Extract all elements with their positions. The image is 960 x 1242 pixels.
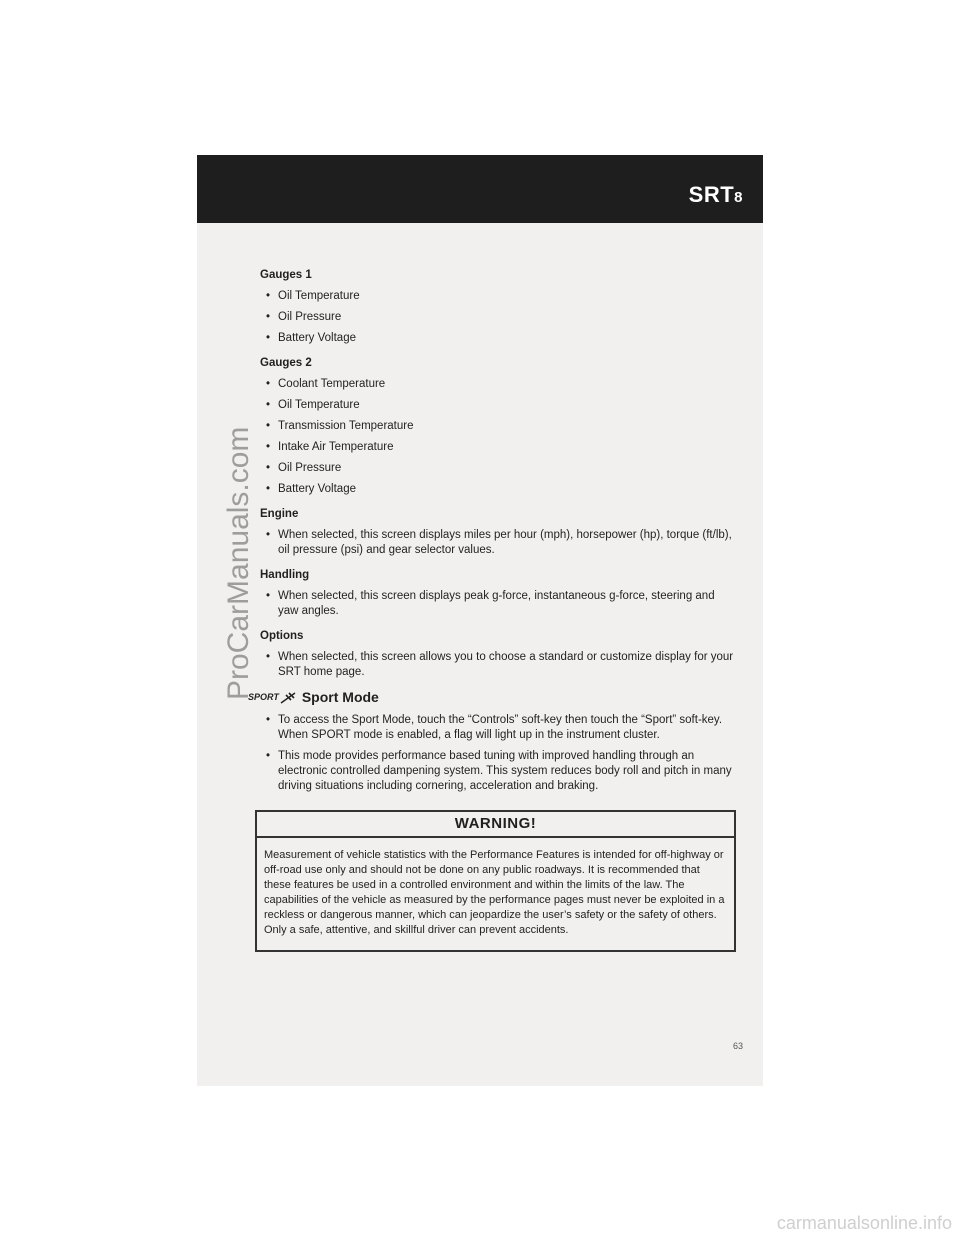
list-item: • Coolant Temperature [266,378,386,390]
outer-margin [0,0,197,1242]
list-item: • Intake Air Temperature [266,441,394,453]
gauges1-heading: Gauges 1 [260,269,312,281]
warning-box [255,810,736,952]
side-watermark: ProCarManuals.com [222,426,255,700]
header-bar [197,155,763,223]
bottom-watermark: carmanualsonline.info [776,1213,952,1233]
gauges2-section [260,356,735,497]
page-number: 63 [732,1041,743,1051]
gauges1-section [260,268,735,346]
list-item: • When selected, this screen displays miles per hour (mph), horsepower (hp), torque (ft/lb), oil pressure (psi) and gear selector values. [266,529,732,556]
list-item: • When selected, this screen allows you to choose a standard or customize display for your SRT home page. [266,651,734,678]
sport-mode-title: Sport Mode [301,689,379,705]
engine-heading: Engine [260,508,299,520]
list-item: • Transmission Temperature [266,420,414,432]
list-item: • Oil Temperature [266,290,360,302]
sport-flag-icon: SPORT [248,690,296,705]
list-item: • Oil Temperature [266,399,360,411]
content [248,268,735,800]
manual-page [197,155,763,1086]
list-item: • Oil Pressure [266,462,342,474]
section-title: SRT8 [688,182,743,207]
options-section [260,629,735,680]
list-item: • Battery Voltage [266,483,356,495]
warning-title: WARNING! [257,812,734,838]
gauges2-heading: Gauges 2 [260,357,312,369]
list-item: • This mode provides performance based tuning with improved handling through an electronic controlled dampening system. This system reduces body roll and pitch in many driving situations including cornering, acceleration and braking. [266,750,732,792]
list-item: • When selected, this screen displays peak g-force, instantaneous g-force, steering and yaw angles. [266,590,715,617]
list-item: • To access the Sport Mode, touch the “Controls” soft-key then touch the “Sport” soft-key. When SPORT mode is enabled, a flag will light up in the instrument cluster. [266,714,723,741]
handling-heading: Handling [260,569,310,581]
options-heading: Options [260,630,304,642]
engine-section [260,507,735,558]
list-item: • Battery Voltage [266,332,356,344]
handling-section [260,568,735,619]
sport-mode-heading [248,690,735,705]
warning-text: Measurement of vehicle statistics with the Performance Features is intended for off-highway or off-road use only and should not be done on any public roadways. It is recommended that these features be used in a controlled environment and within the limits of the law. The capabilities of the vehicle as measured by the performance pages must never be exploited in a reckless or dangerous manner, which can jeopardize the user’s safety or the safety of others. Only a safe, attentive, and skillful driver can prevent accidents. [264,849,725,936]
list-item: • Oil Pressure [266,311,342,323]
